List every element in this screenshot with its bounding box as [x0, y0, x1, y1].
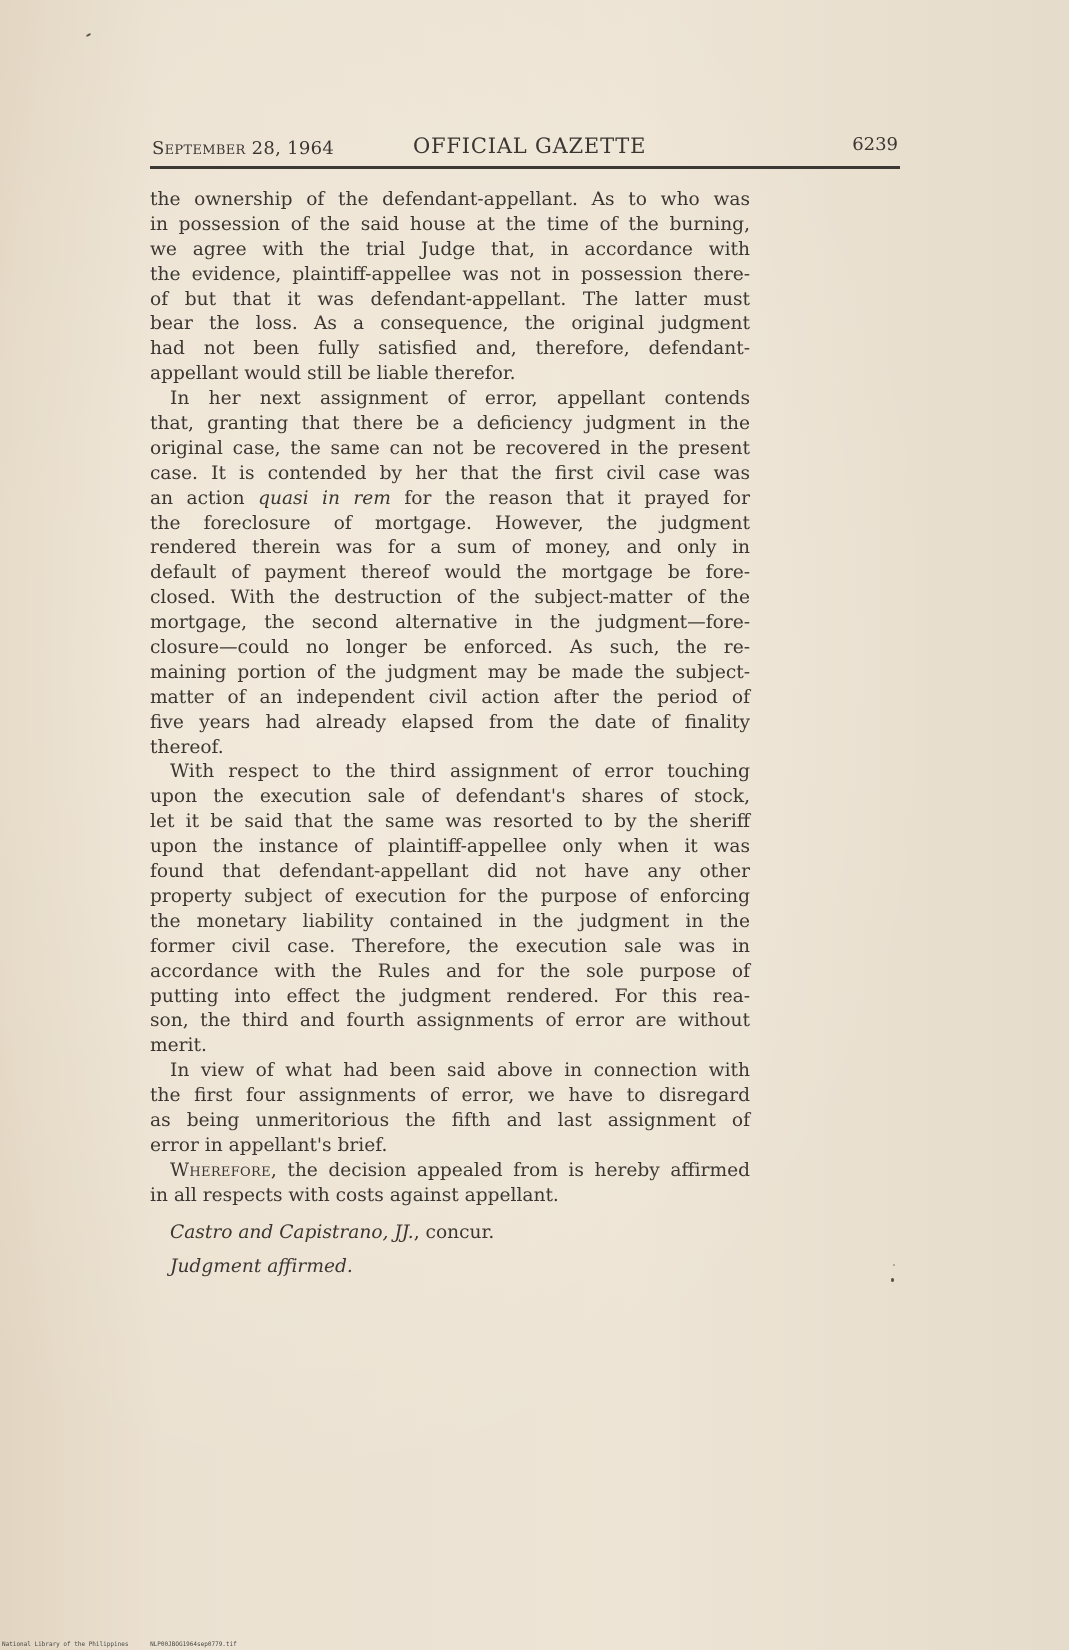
text-line: accordance with the Rules and for the sole purpose of — [150, 960, 750, 982]
decision-body — [150, 188, 750, 1209]
text-line: the first four assignments of error, we have to disregard — [150, 1085, 750, 1107]
text-line: rendered therein was for a sum of money, and only in — [150, 537, 750, 559]
text-line: closed. With the destruction of the subject-matter of the — [150, 587, 750, 609]
text-run: for the reason that it prayed for — [390, 487, 751, 509]
library-credit: National Library of the Philippines — [2, 1641, 129, 1648]
text-line: bear the loss. As a consequence, the original judgment — [150, 313, 750, 335]
text-line: appellant would still be liable therefor. — [150, 363, 516, 385]
text-line: upon the execution sale of defendant's shares of stock, — [150, 786, 750, 808]
text-line: merit. — [150, 1035, 207, 1057]
text-line: we agree with the trial Judge that, in accordance with — [150, 238, 750, 260]
page-header — [150, 130, 900, 166]
header-title: OFFICIAL GAZETTE — [413, 134, 647, 158]
text-line: error in appellant's brief. — [150, 1134, 388, 1156]
text-line: maining portion of the judgment may be made the subject- — [150, 661, 750, 683]
text-line: had not been fully satisfied and, therefore, defendant- — [150, 338, 750, 360]
paragraph-1 — [150, 188, 750, 387]
text-line: property subject of execution for the purpose of enforcing — [150, 885, 750, 907]
text-line: closure—could no longer be enforced. As such, the re- — [150, 637, 750, 659]
text-line: thereof. — [150, 736, 224, 758]
concurring-justices: Castro and Capistrano, JJ. — [170, 1222, 414, 1243]
text-line: putting into effect the judgment rendered. For this rea- — [150, 985, 750, 1007]
text-line: the ownership of the defendant-appellant. As to who was — [150, 189, 750, 210]
text-line: With respect to the third assignment of error touching — [170, 761, 750, 783]
paragraph-4 — [150, 1059, 750, 1159]
text-line: upon the instance of plaintiff-appellee only when it was — [150, 836, 750, 858]
text-line: that, granting that there be a deficiency judgment in the — [150, 413, 750, 435]
text-line: in all respects with costs against appellant. — [150, 1184, 559, 1206]
text-line: let it be said that the same was resorted to by the sheriff — [150, 811, 750, 833]
wherefore-lead: Wherefore — [170, 1159, 271, 1181]
text-line: the monetary liability contained in the judgment in the — [150, 910, 750, 932]
text-run: , the decision appealed from is hereby affirmed — [270, 1159, 750, 1181]
text-line — [150, 1159, 750, 1184]
italic-latin-phrase: quasi in rem — [258, 487, 391, 509]
scan-speck — [86, 33, 91, 37]
paragraph-3 — [150, 760, 750, 1059]
disposition: Judgment affirmed. — [170, 1256, 353, 1277]
paragraph-2 — [150, 387, 750, 760]
text-line: son, the third and fourth assignments of error are without — [150, 1010, 750, 1032]
concur-verb: , concur. — [413, 1222, 495, 1243]
header-rule — [150, 166, 900, 169]
text-line: as being unmeritorious the fifth and last assignment of — [150, 1109, 750, 1131]
text-line: of but that it was defendant-appellant. The latter must — [150, 288, 750, 310]
scan-speck — [893, 1264, 895, 1266]
text-line — [150, 487, 750, 512]
header-date: September 28, 1964 — [152, 138, 335, 159]
scan-speck — [891, 1278, 894, 1282]
page-number: 6239 — [852, 134, 898, 155]
text-line: In her next assignment of error, appellant contends — [170, 388, 750, 410]
text-line: in possession of the said house at the time of the burning, — [150, 213, 750, 235]
text-line: In view of what had been said above in connection with — [170, 1060, 750, 1082]
text-line: case. It is contended by her that the first civil case was — [150, 462, 750, 484]
text-line: the evidence, plaintiff-appellee was not in possession there- — [150, 263, 750, 285]
text-line: former civil case. Therefore, the execution sale was in — [150, 935, 750, 957]
text-line: the foreclosure of mortgage. However, the judgment — [150, 512, 750, 534]
scan-footer — [2, 1641, 255, 1648]
paragraph-5 — [150, 1159, 750, 1209]
text-line: mortgage, the second alternative in the judgment—fore- — [150, 612, 750, 634]
text-line: five years had already elapsed from the date of finality — [150, 711, 750, 733]
text-line: matter of an independent civil action after the period of — [150, 686, 750, 708]
text-line: original case, the same can not be recovered in the present — [150, 437, 750, 459]
text-line: found that defendant-appellant did not have any other — [150, 861, 750, 883]
file-name: NLP00JBOG1964sep0779.tif — [150, 1641, 237, 1648]
text-run: an action — [150, 487, 259, 509]
text-line: default of payment thereof would the mortgage be fore- — [150, 562, 750, 584]
concurrence-line — [170, 1222, 494, 1243]
